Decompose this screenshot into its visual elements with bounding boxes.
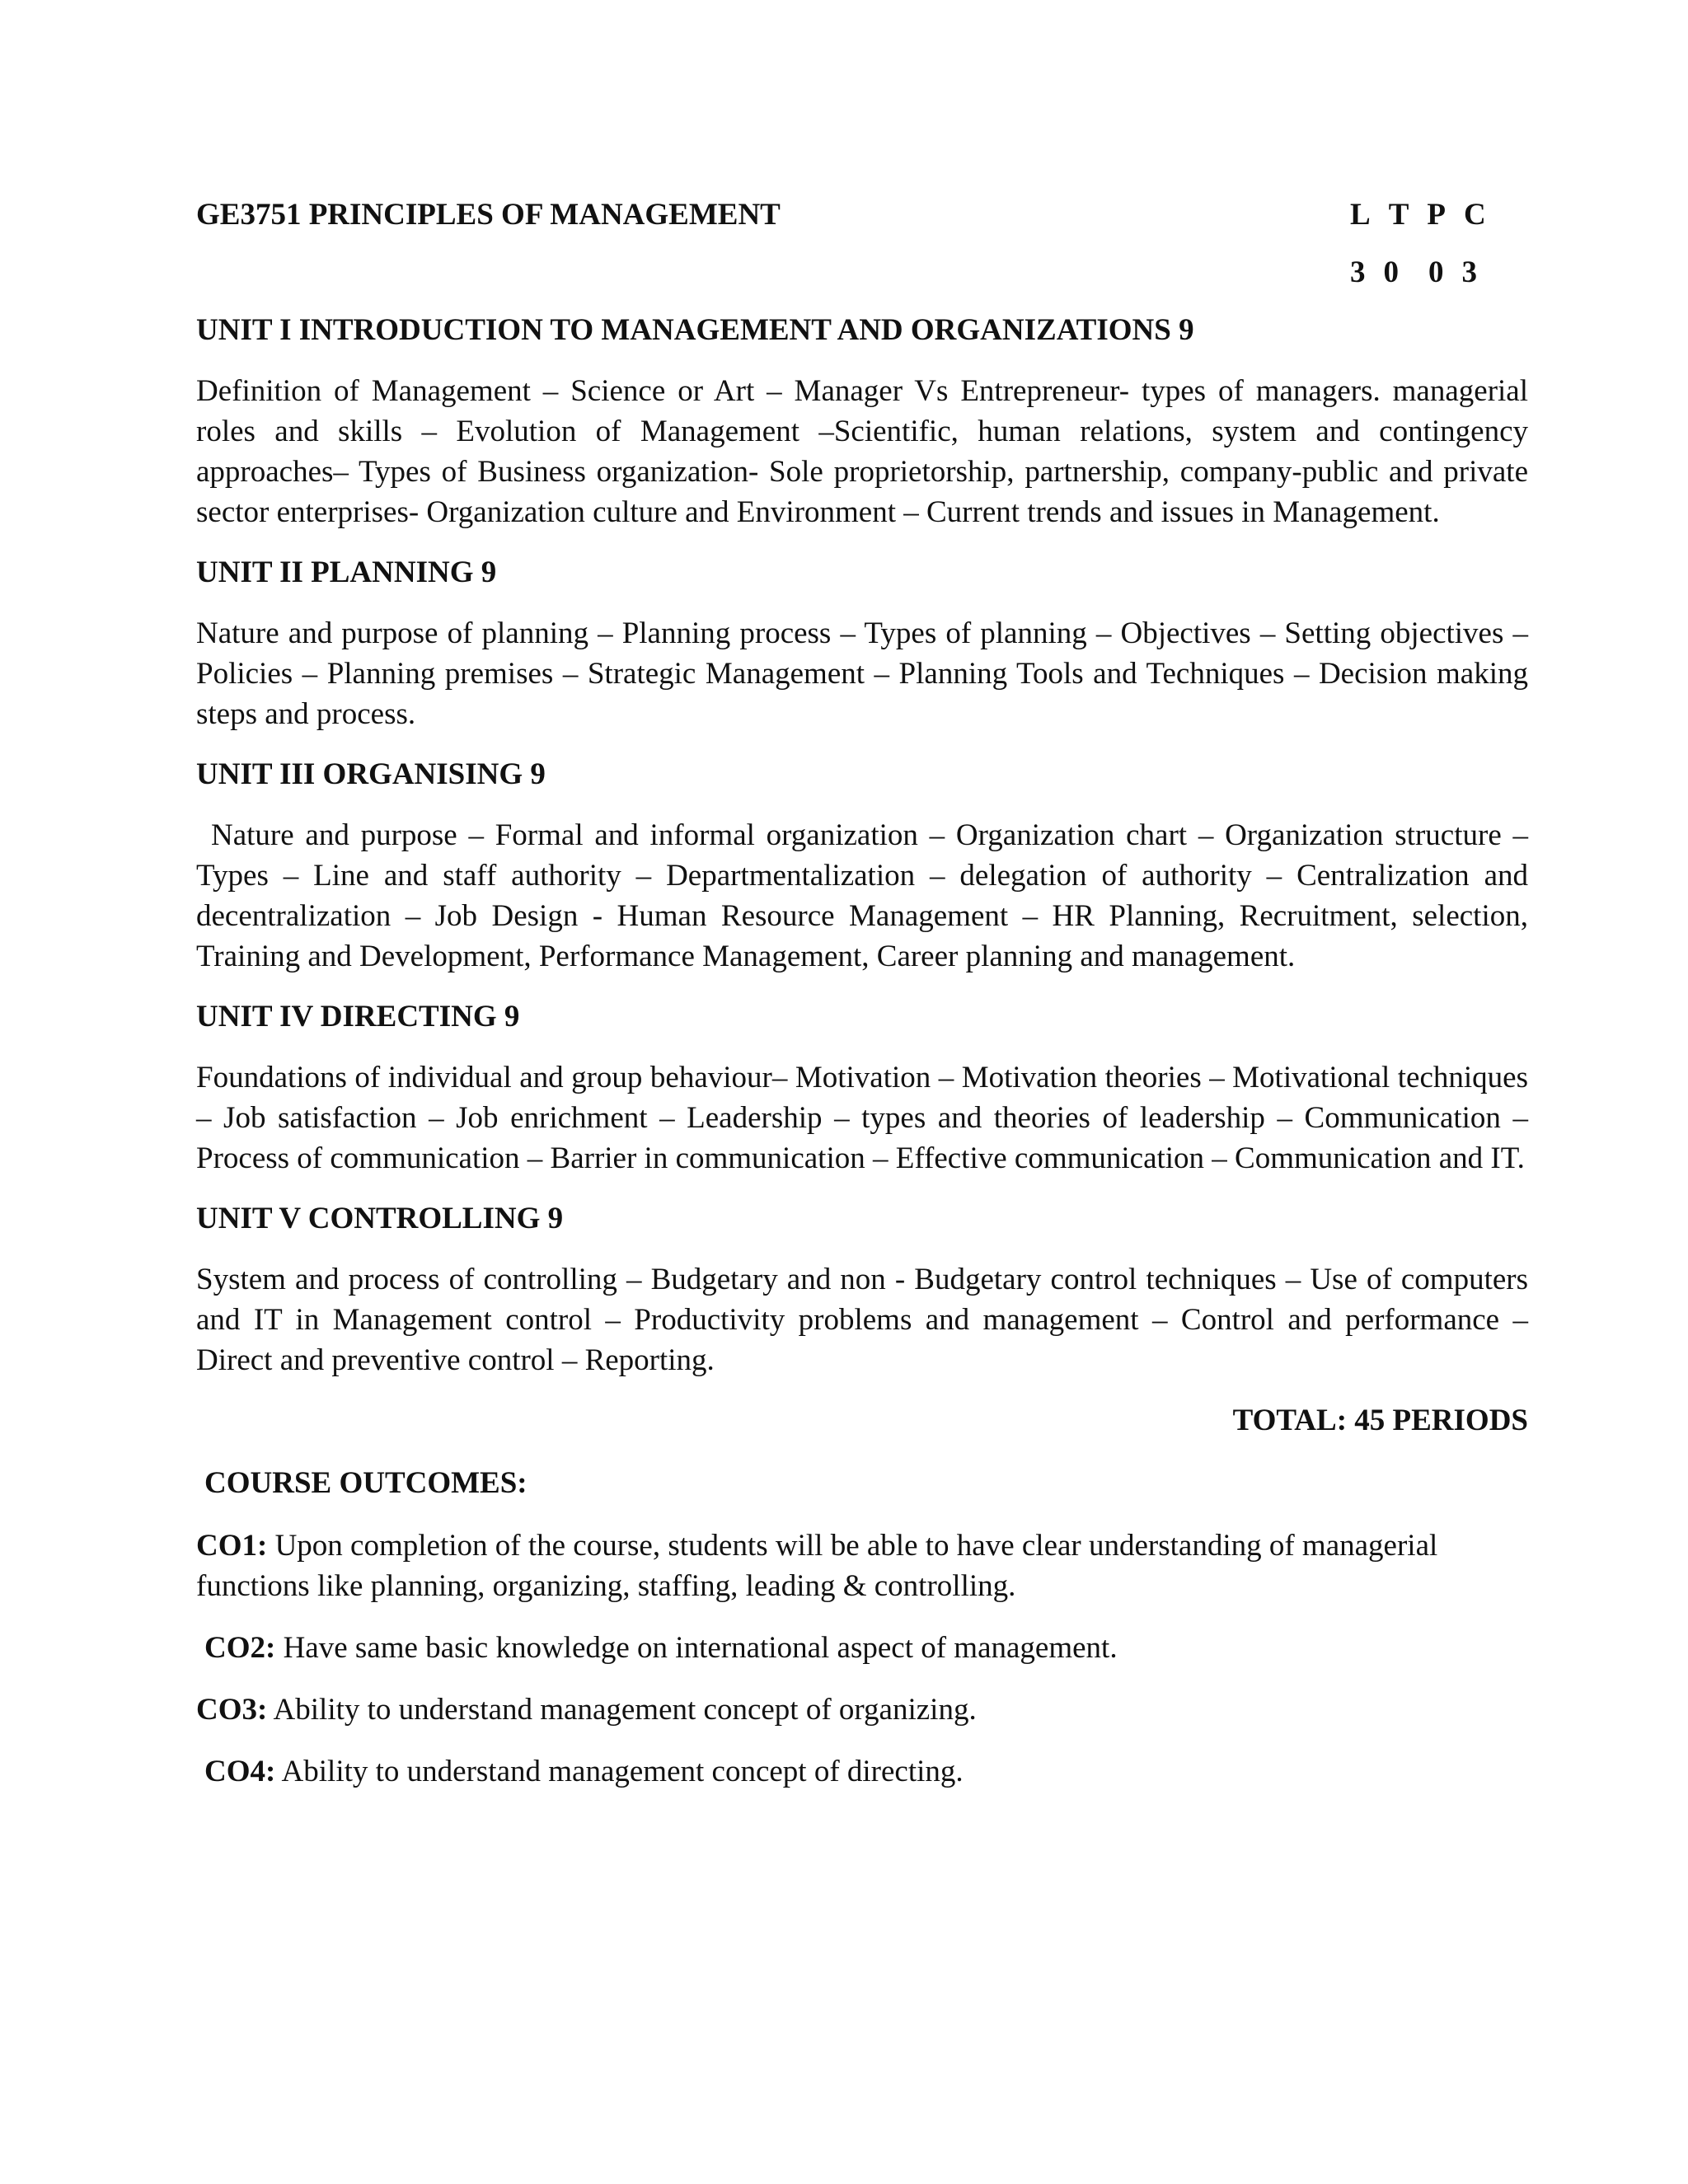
ltpc-values <box>1350 252 1495 293</box>
course-outcome-1-text: Upon completion of the course, students will be able to have clear understanding of managerial functions like planning, organizing, staffing, leading & controlling. <box>196 1529 1438 1603</box>
unit-4-body: Foundations of individual and group behaviour– Motivation – Motivation theories – Motivational techniques – Job satisfaction – Job enrichment – Leadership – types and theories of leadership – Communication – Process of communication – Barrier in communication – Effective communication – Communication and IT. <box>196 1061 1528 1175</box>
course-outcome-1-label: CO1: <box>196 1529 268 1563</box>
course-outcome-4-label: CO4: <box>204 1755 276 1788</box>
unit-5-body: System and process of controlling – Budgetary and non - Budgetary control techniques – Use of computers and IT in Management control – Productivity problems and management – Control and performance – Direct and preventive control – Reporting. <box>196 1263 1528 1377</box>
ltpc-label-l: L <box>1350 198 1372 232</box>
unit-5-heading: UNIT V CONTROLLING 9 <box>196 1202 564 1235</box>
unit-1-heading: UNIT I INTRODUCTION TO MANAGEMENT AND ORGANIZATIONS 9 <box>196 313 1194 347</box>
course-outcome-3-label: CO3: <box>196 1693 268 1727</box>
unit-2-body: Nature and purpose of planning – Planning process – Types of planning – Objectives – Setting objectives – Policies – Planning premises – Strategic Management – Planning Tools and Techniques – Decision making steps and process. <box>196 616 1528 731</box>
course-outcome-4 <box>204 1751 1528 1792</box>
ltpc-label-c: C <box>1463 198 1488 232</box>
syllabus-page <box>196 194 1528 1813</box>
course-outcome-3-text: Ability to understand management concept of organizing. <box>267 1693 977 1727</box>
title-row <box>196 194 1528 244</box>
ltpc-value-l: 3 <box>1350 255 1367 289</box>
course-outcome-2 <box>204 1628 1528 1668</box>
ltpc-value-t: 0 <box>1383 255 1400 289</box>
ltpc-value-p: 0 <box>1428 255 1446 289</box>
total-periods: TOTAL: 45 PERIODS <box>1232 1404 1528 1437</box>
course-outcome-4-text: Ability to understand management concept of directing. <box>275 1755 964 1788</box>
ltpc-label-t: T <box>1388 198 1411 232</box>
ltpc-value-c: 3 <box>1461 255 1479 289</box>
course-outcome-2-text: Have same basic knowledge on international aspect of management. <box>275 1631 1118 1665</box>
unit-3-heading: UNIT III ORGANISING 9 <box>196 757 546 791</box>
course-outcome-3 <box>196 1690 1528 1730</box>
course-outcome-2-label: CO2: <box>204 1631 276 1665</box>
ltpc-label-p: P <box>1427 198 1447 232</box>
unit-4-heading: UNIT IV DIRECTING 9 <box>196 1000 520 1033</box>
ltpc-values-row <box>196 244 1528 310</box>
ltpc-labels <box>1350 194 1504 236</box>
unit-3-body: Nature and purpose – Formal and informal organization – Organization chart – Organization structure – Types – Line and staff authority – Departmentalization – delegation of authority – Centralization and decentralization – Job Design - Human Resource Management – HR Planning, Recruitment, selection, Training and Development, Performance Management, Career planning and management. <box>196 818 1528 973</box>
course-title: GE3751 PRINCIPLES OF MANAGEMENT <box>196 198 781 232</box>
course-outcomes-heading: COURSE OUTCOMES: <box>204 1466 528 1500</box>
unit-1-body: Definition of Management – Science or Art – Manager Vs Entrepreneur- types of managers. managerial roles and skills – Evolution of Management –Scientific, human relations, system and contingency approaches– Types of Business organization- Sole proprietorship, partnership, company-public and private sector enterprises- Organization culture and Environment – Current trends and issues in Management. <box>196 374 1528 529</box>
course-outcome-1 <box>196 1526 1528 1606</box>
unit-2-heading: UNIT II PLANNING 9 <box>196 555 497 589</box>
